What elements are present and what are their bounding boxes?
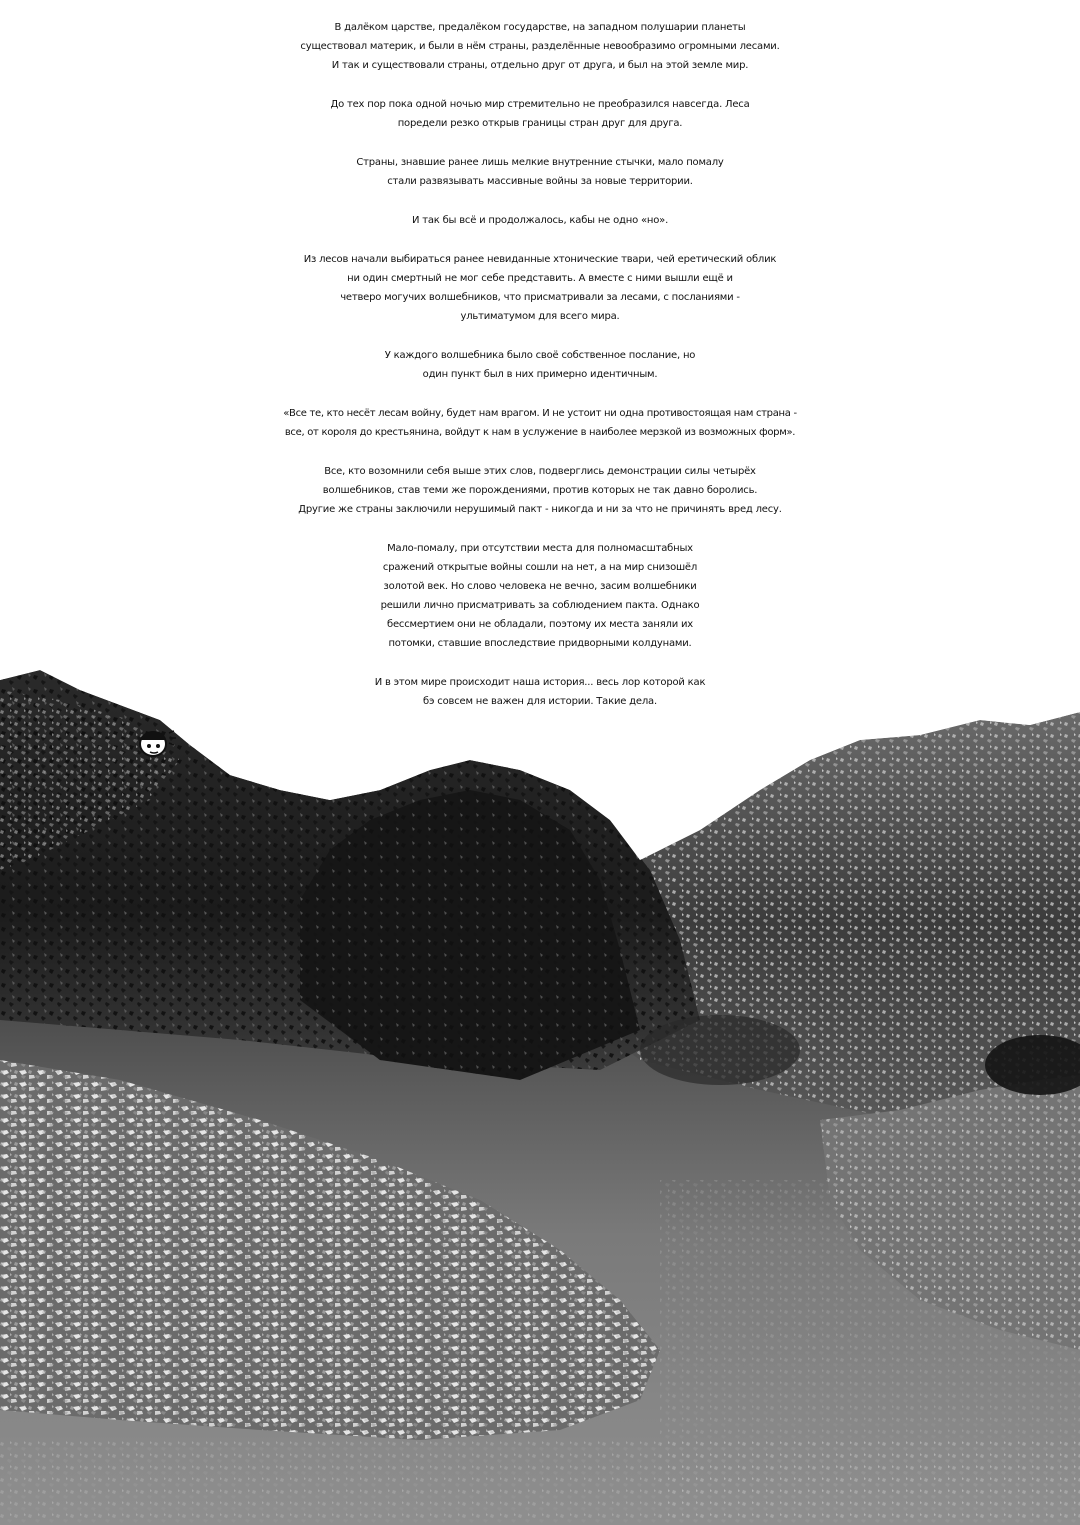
paragraph-9	[0, 539, 1080, 653]
text-line: существовал материк, и были в нём страны, разделённые невообразимо огромными лесами.	[300, 41, 780, 52]
text-line: один пункт был в них примерно идентичным.	[422, 369, 658, 380]
paragraph-3	[0, 153, 1080, 191]
text-line: Из лесов начали выбираться ранее невиданные хтонические твари, чей еретический облик	[303, 254, 777, 265]
peeking-face-icon	[133, 727, 181, 759]
paragraph-10	[0, 673, 1080, 711]
text-line: Страны, знавшие ранее лишь мелкие внутренние стычки, мало помалу	[356, 157, 724, 168]
text-line: До тех пор пока одной ночью мир стремительно не преобразился навсегда. Леса	[330, 99, 750, 110]
text-line: ни один смертный не мог себе представить. А вместе с ними вышли ещё и	[347, 273, 733, 284]
text-line: волшебников, став теми же порождениями, против которых не так давно боролись.	[322, 485, 758, 496]
text-line: бэ совсем не важен для истории. Такие дела.	[423, 696, 657, 707]
text-line: Мало-помалу, при отсутствии места для полномасштабных	[387, 543, 693, 554]
text-line: сражений открытые войны сошли на нет, а на мир снизошёл	[382, 562, 698, 573]
paragraph-4	[0, 211, 1080, 230]
paragraph-5	[0, 250, 1080, 326]
text-line: все, от короля до крестьянина, войдут к нам в услужение в наиболее мерзкой из возможных форм».	[284, 427, 796, 438]
text-line: ультиматумом для всего мира.	[460, 311, 620, 322]
text-line: четверо могучих волшебников, что присматривали за лесами, с посланиями -	[340, 292, 740, 303]
text-line: В далёком царстве, предалёком государстве, на западном полушарии планеты	[334, 22, 746, 33]
text-line: И так бы всё и продолжалось, кабы не одно «но».	[411, 215, 669, 226]
text-line: поредели резко открыв границы стран друг для друга.	[397, 118, 683, 129]
text-line: стали развязывать массивные войны за новые территории.	[387, 176, 693, 187]
text-line: бессмертием они не обладали, поэтому их места заняли их	[387, 619, 693, 630]
paragraph-7-quote	[0, 404, 1080, 442]
text-line: И в этом мире происходит наша история... весь лор которой как	[374, 677, 706, 688]
story-text	[0, 18, 1080, 731]
paragraph-1	[0, 18, 1080, 75]
text-line: У каждого волшебника было своё собственное послание, но	[384, 350, 696, 361]
text-line: потомки, ставшие впоследствие придворными колдунами.	[388, 638, 692, 649]
text-line: Все, кто возомнили себя выше этих слов, подверглись демонстрации силы четырёх	[324, 466, 756, 477]
text-line: решили лично присматривать за соблюдением пакта. Однако	[380, 600, 700, 611]
text-line: Другие же страны заключили нерушимый пакт - никогда и ни за что не причинять вред лесу.	[298, 504, 782, 515]
text-line: золотой век. Но слово человека не вечно, засим волшебники	[383, 581, 697, 592]
paragraph-6	[0, 346, 1080, 384]
paragraph-2	[0, 95, 1080, 133]
text-line: «Все те, кто несёт лесам войну, будет нам врагом. И не устоит ни одна противостоящая нам страна -	[283, 408, 797, 419]
paragraph-8	[0, 462, 1080, 519]
text-line: И так и существовали страны, отдельно друг от друга, и был на этой земле мир.	[331, 60, 749, 71]
